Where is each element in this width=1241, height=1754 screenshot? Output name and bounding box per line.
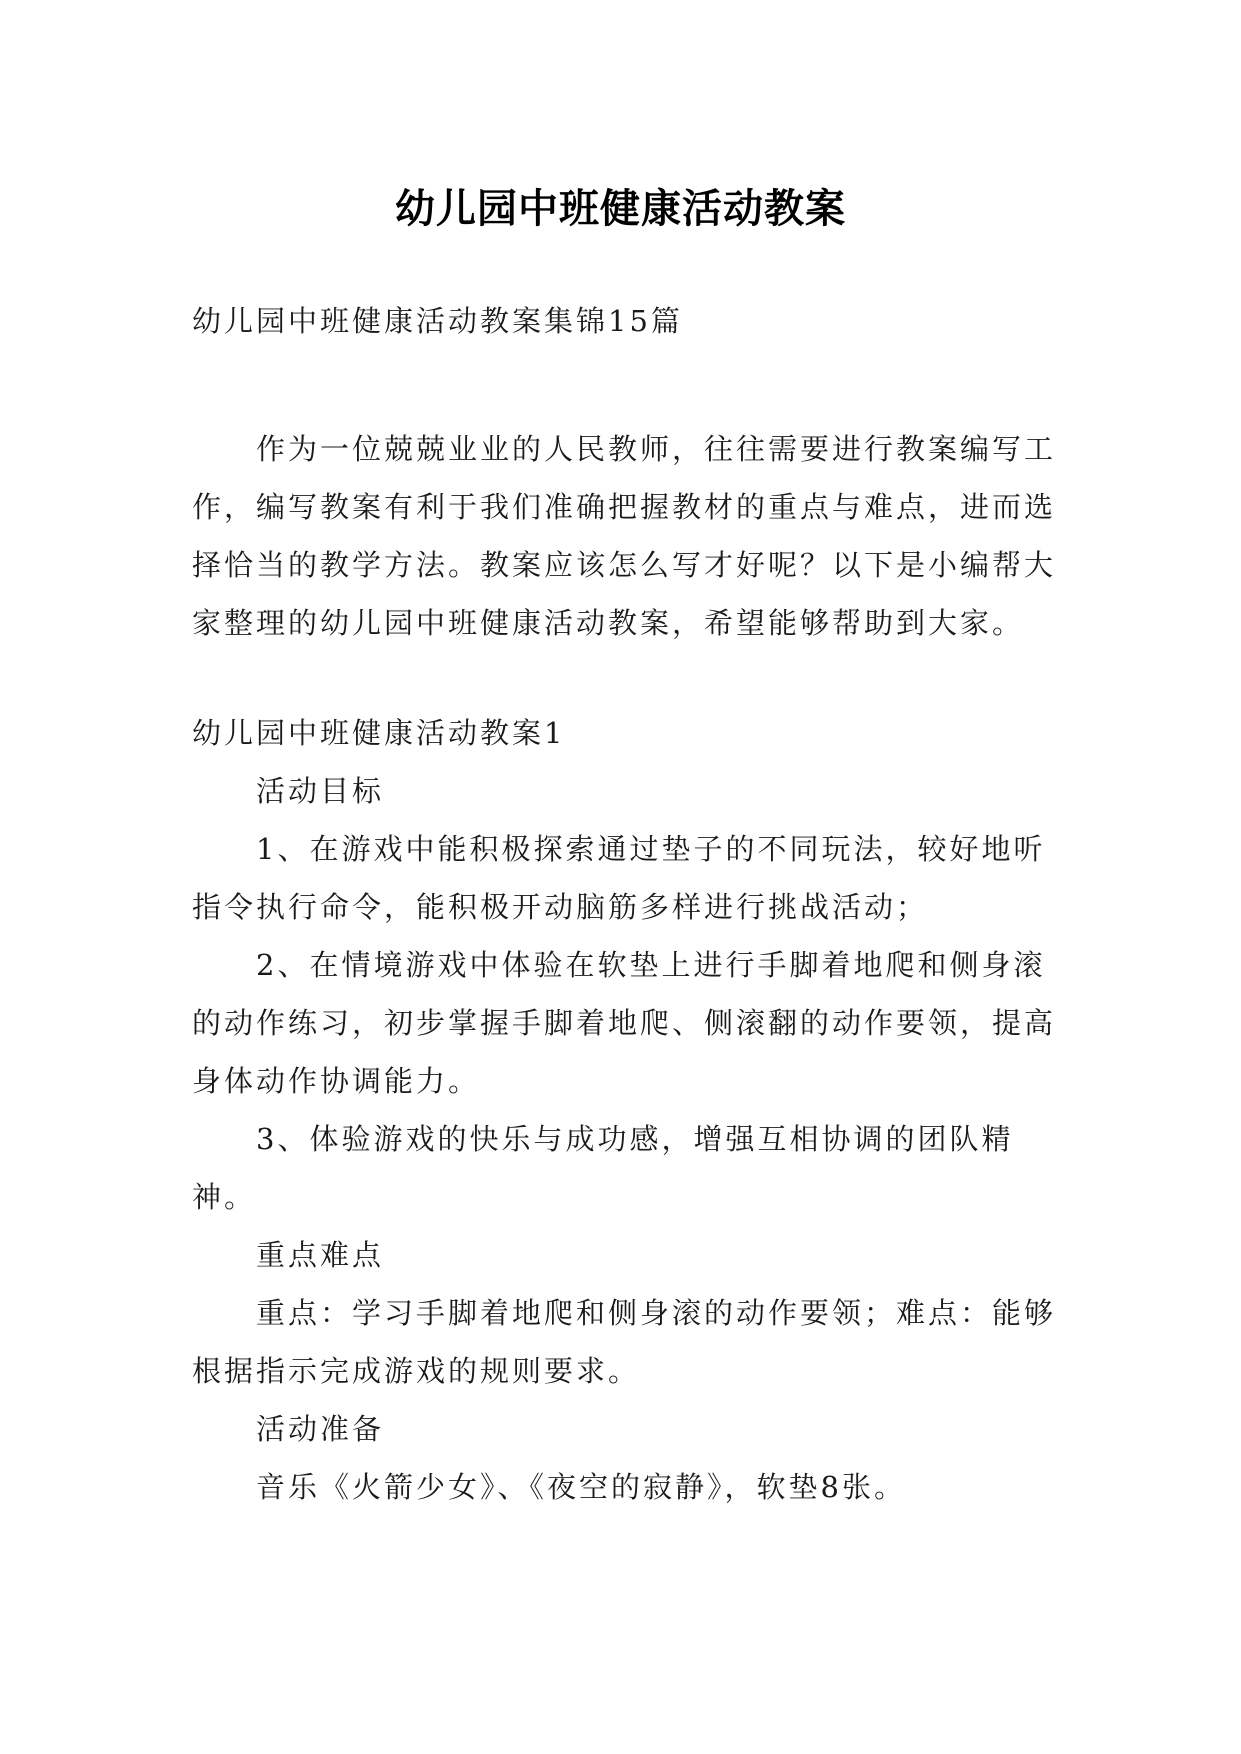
goal-item-3: 3、体验游戏的快乐与成功感，增强互相协调的团队精神。 <box>192 1122 1014 1214</box>
prep-text: 音乐《火箭少女》、《夜空的寂静》，软垫8张。 <box>256 1470 906 1504</box>
section-title: 幼儿园中班健康活动教案1 <box>192 716 566 750</box>
goal-heading: 活动目标 <box>256 774 385 808</box>
intro-paragraph: 作为一位兢兢业业的人民教师，往往需要进行教案编写工作，编写教案有利于我们准确把握教材的重点与难点，进而选择恰当的教学方法。教案应该怎么写才好呢？以下是小编帮大家整理的幼儿园中班健康活动教案，希望能够帮助到大家。 <box>192 432 1057 640</box>
key-heading: 重点难点 <box>256 1238 385 1272</box>
document-title: 幼儿园中班健康活动教案 <box>395 185 846 232</box>
document-body <box>192 292 1062 1516</box>
document-subtitle: 幼儿园中班健康活动教案集锦15篇 <box>192 304 683 338</box>
goal-item-2: 2、在情境游戏中体验在软垫上进行手脚着地爬和侧身滚的动作练习，初步掌握手脚着地爬、侧滚翻的动作要领，提高身体动作协调能力。 <box>192 948 1057 1098</box>
prep-heading: 活动准备 <box>256 1412 385 1446</box>
goal-item-1: 1、在游戏中能积极探索通过垫子的不同玩法，较好地听指令执行命令，能积极开动脑筋多样进行挑战活动； <box>192 832 1046 924</box>
key-text: 重点：学习手脚着地爬和侧身滚的动作要领；难点：能够根据指示完成游戏的规则要求。 <box>192 1296 1057 1388</box>
